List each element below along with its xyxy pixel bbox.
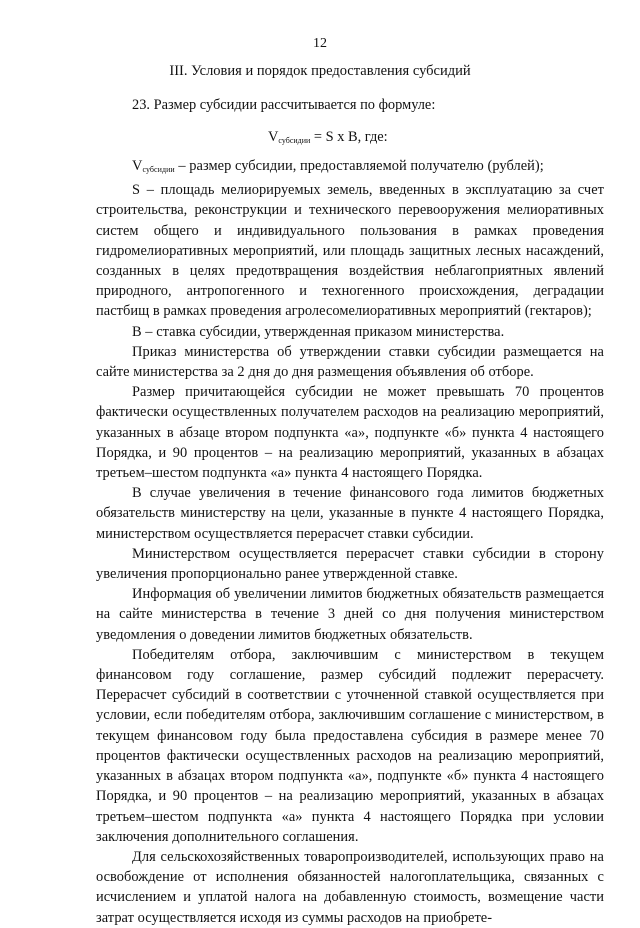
paragraph: B – ставка субсидии, утвержденная приказом министерства. — [132, 323, 505, 340]
paragraph: В случае увеличения в течение финансового года лимитов бюджетных обязательств министерству на цели, указанные в пункте 4 настоящего Порядка, министерством осуществляется перерасчет ставки субсидии. — [96, 485, 604, 542]
paragraph: Размер причитающейся субсидии не может превышать 70 процентов фактически осуществленных получателем расходов на реализацию мероприятий, указанных в абзаце втором подпункта «а», подпункте «б» пункта 4 настоящего Порядка, и 90 процентов – на реализацию мероприятий, указанных в абзацах третьем–шестом подпункта «а» пункта 4 настоящего Порядка. — [96, 384, 604, 482]
page-number: 12 — [313, 36, 327, 51]
item-23-heading: 23. Размер субсидии рассчитывается по формуле: — [132, 97, 436, 113]
paragraph: Приказ министерства об утверждении ставки субсидии размещается на сайте министерства за 2 дня до дня размещения объявления об отборе. — [96, 343, 604, 381]
body-text — [96, 156, 604, 928]
formula-rest: = S x B, где: — [310, 129, 388, 145]
definition-v-text: – размер субсидии, предоставляемой получателю (рублей); — [174, 158, 544, 174]
formula-v-subscript: субсидии — [278, 136, 311, 145]
paragraph: Победителям отбора, заключившим с министерством в текущем финансовом году соглашение, размер субсидий подлежит перерасчету. Перерасчет субсидий в соответствии с уточненной ставкой осуществляется при условии, если победителям отбора, заключившим соглашение с министерством, в текущем финансовом году была предоставлена субсидия в размере менее 70 процентов фактически осуществленных расходов на реализацию мероприятий, указанных в абзацах втором подпункта «а», подпункте «б» пункта 4 настоящего Порядка, и 90 процентов – на реализацию мероприятий, указанных в абзацах третьем–шестом подпункта «а» пункта 4 настоящего Порядка при условии заключения дополнительного соглашения. — [96, 646, 604, 845]
section-title: III. Условия и порядок предоставления субсидий — [169, 63, 471, 79]
subsidy-formula — [268, 129, 388, 146]
paragraph: Информация об увеличении лимитов бюджетных обязательств размещается на сайте министерства в течение 3 дней со дня получения министерством уведомления о доведении лимитов бюджетных обязательств. — [96, 586, 604, 643]
formula-v: V — [268, 129, 279, 145]
paragraph: S – площадь мелиорируемых земель, введенных в эксплуатацию за счет строительства, реконструкции и технического перевооружения мелиоративных систем общего и индивидуального пользования в рамках проведения гидромелиоративных мероприятий, или площадь защитных лесных насаждений, созданных в целях предотвращения воздействия неблагоприятных явлений природного, антропогенного и техногенного происхождения, деградации пастбищ в рамках проведения агролесомелиоративных мероприятий (гектаров); — [96, 182, 604, 320]
paragraph: Для сельскохозяйственных товаропроизводителей, использующих право на освобождение от исполнения обязанностей налогоплательщика, связанных с исчислением и уплатой налога на добавленную стоимость, возмещение части затрат осуществляется исходя из суммы расходов на приобрете- — [96, 848, 604, 926]
definition-v-symbol: V — [132, 158, 143, 174]
definition-v-subscript: субсидии — [142, 165, 175, 174]
definition-v — [96, 156, 604, 180]
paragraph: Министерством осуществляется перерасчет ставки субсидии в сторону увеличения пропорционально ранее утвержденной ставке. — [96, 545, 604, 583]
